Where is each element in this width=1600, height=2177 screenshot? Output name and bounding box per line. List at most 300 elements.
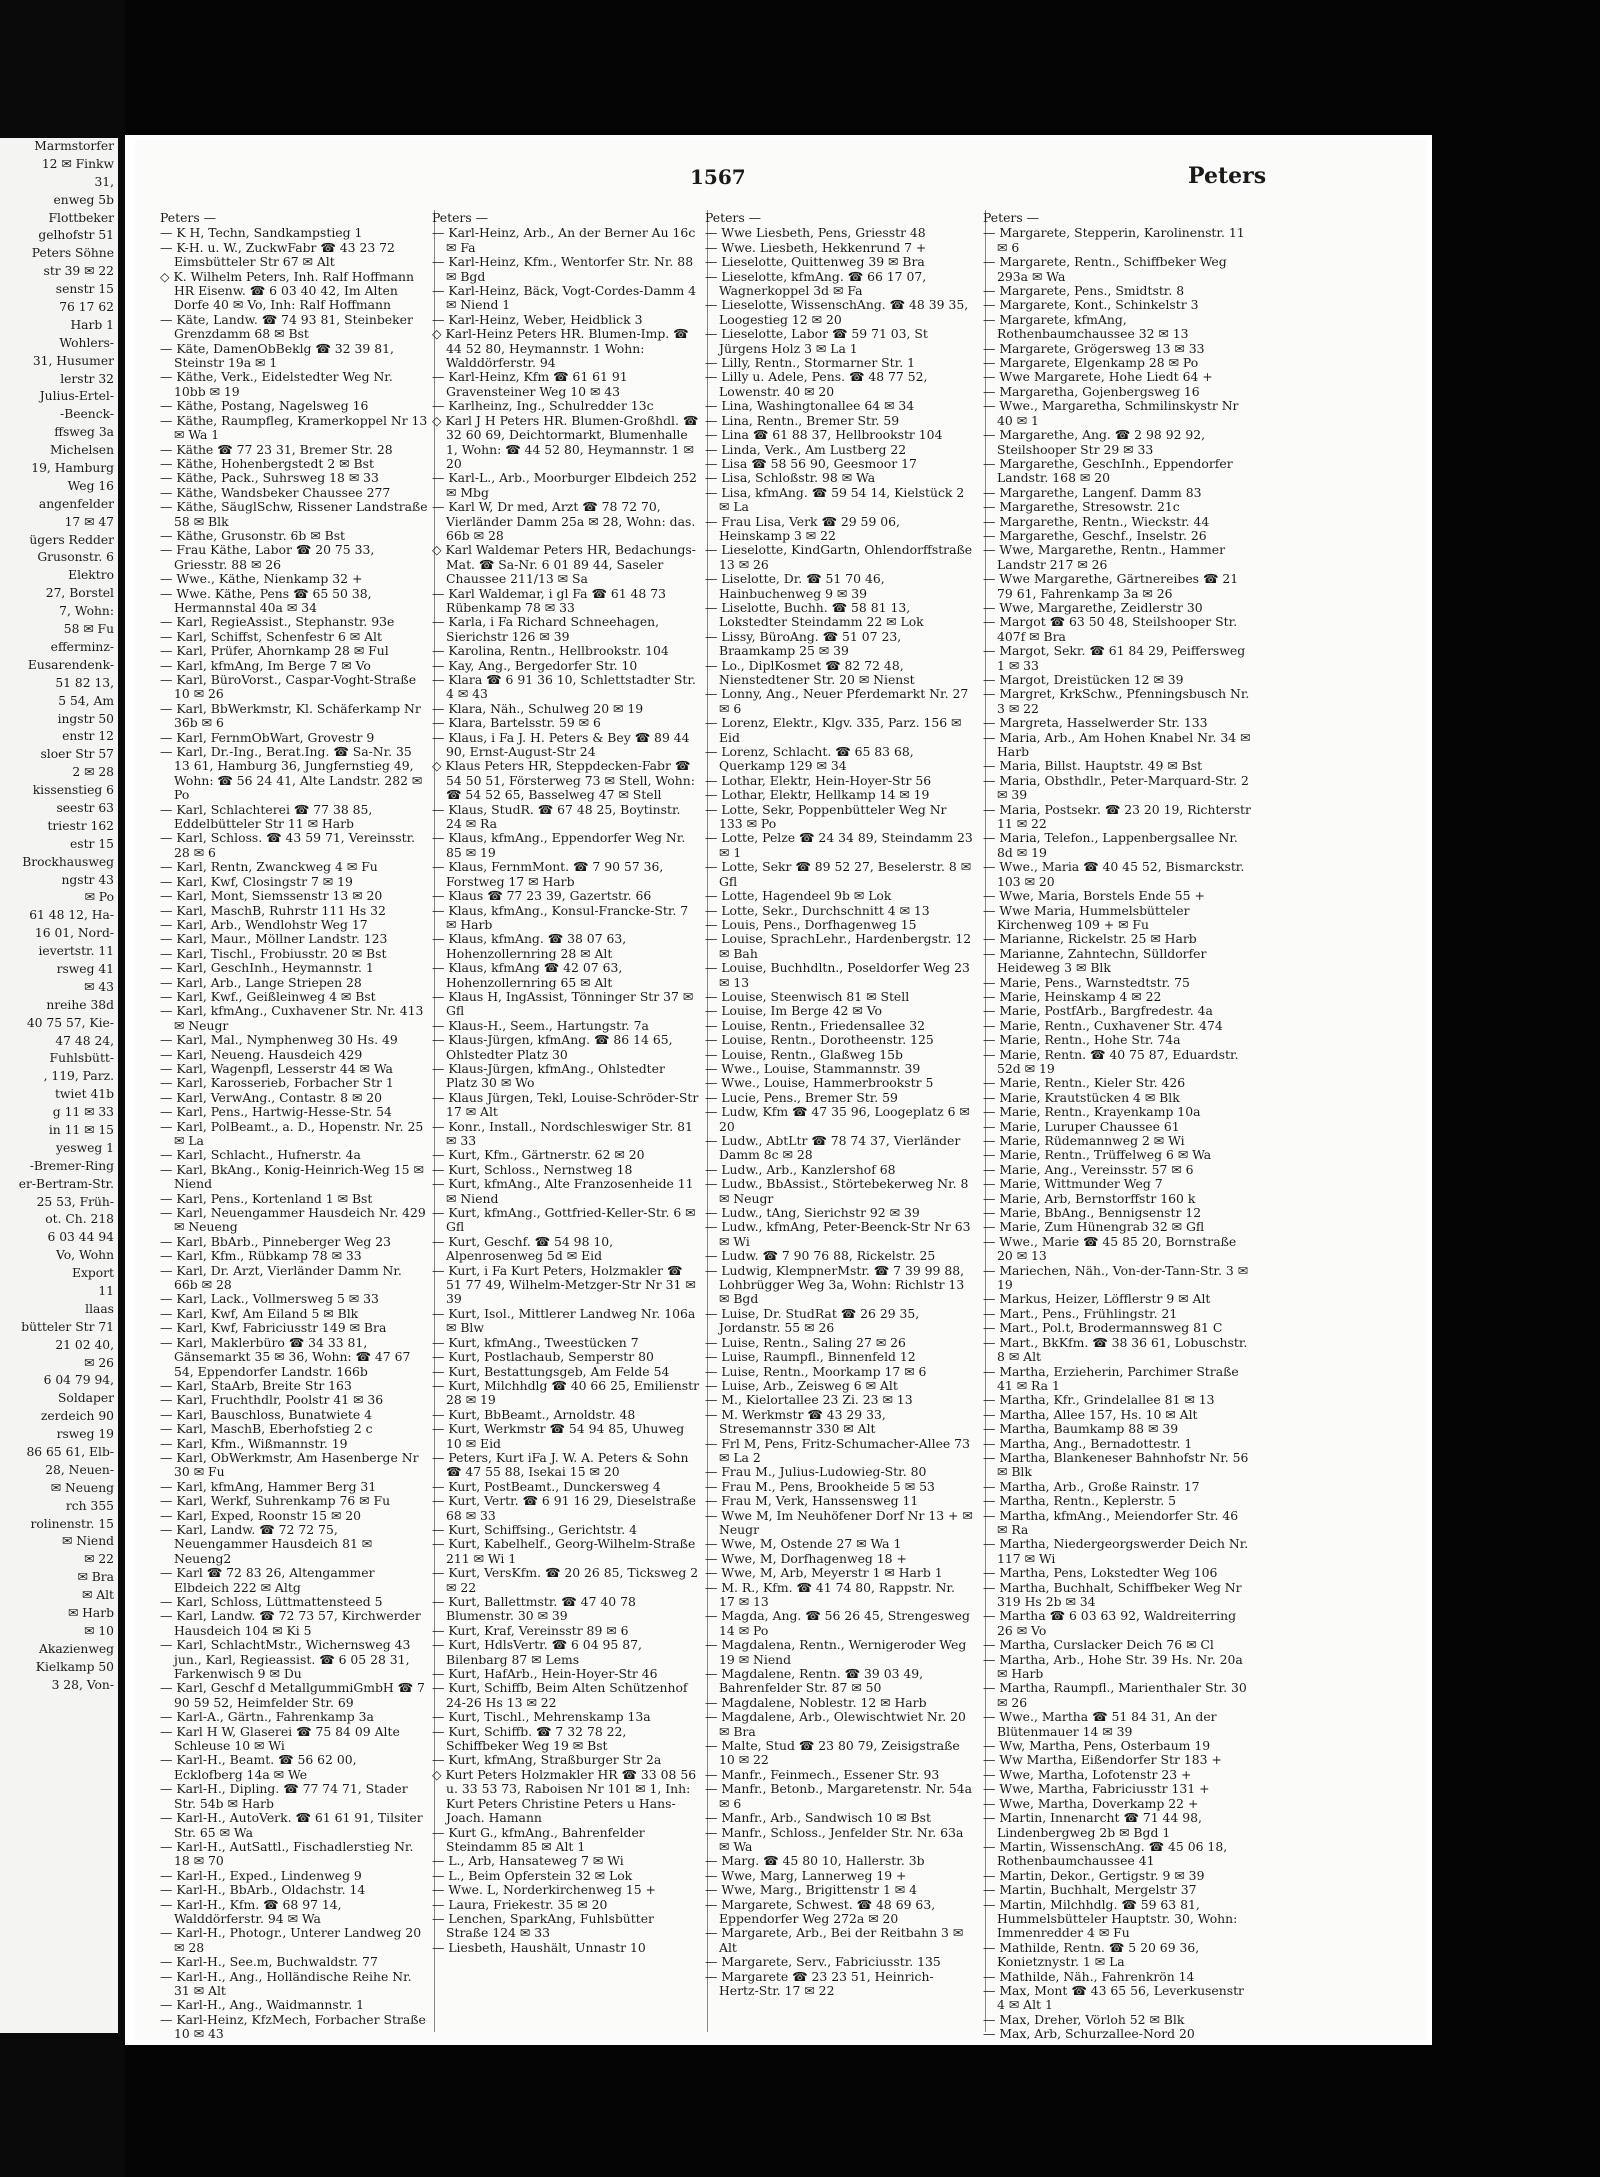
left-fragment-line: sloer Str 57 — [40, 747, 114, 762]
directory-entry: — Kurt, Werkmstr ☎ 54 94 85, Uhuweg 10 ✉ Eid — [432, 1421, 685, 1451]
directory-entry: — Laura, Friekestr. 35 ✉ 20 — [432, 1896, 608, 1912]
left-fragment-line: Eusarendenk- — [27, 657, 114, 672]
directory-entry: — Frau M., Julius-Ludowieg-Str. 80 — [705, 1464, 927, 1480]
directory-entry: — Louise, Buchhdltn., Poseldorfer Weg 23 ✉ 13 — [705, 960, 970, 990]
directory-entry: — Lorenz, Schlacht. ☎ 65 83 68, Querkamp 129 ✉ 34 — [705, 744, 914, 774]
directory-entry: — Marie, Wittmunder Weg 7 — [983, 1176, 1163, 1192]
directory-entry: — Margot, Sekr. ☎ 61 84 29, Peiffersweg 1 ✉ 33 — [983, 643, 1246, 673]
directory-entry: — Kurt, Bestattungsgeb, Am Felde 54 — [432, 1363, 670, 1379]
directory-entry: — L., Arb, Hansateweg 7 ✉ Wi — [432, 1853, 624, 1869]
directory-entry: — Karl, BbArb., Pinneberger Weg 23 — [160, 1233, 391, 1249]
directory-entry: — Marie, Ang., Vereinsstr. 57 ✉ 6 — [983, 1161, 1194, 1177]
directory-entry: — Martha, Kfr., Grindelallee 81 ✉ 13 — [983, 1392, 1215, 1408]
directory-entry: — K H, Techn, Sandkampstieg 1 — [160, 225, 363, 241]
directory-entry: — Karl, kfmAng, Hammer Berg 31 — [160, 1478, 377, 1494]
directory-entry: — Lothar, Elektr, Hellkamp 14 ✉ 19 — [705, 787, 930, 803]
directory-entry: — Käthe, Hohenbergstedt 2 ✉ Bst — [160, 455, 374, 471]
directory-entry: — Karl, Maur., Möllner Landstr. 123 — [160, 931, 388, 947]
directory-entry: — Lotte, Sekr., Durchschnitt 4 ✉ 13 — [705, 902, 930, 918]
directory-entry: — Ludwig, KlempnerMstr. ☎ 7 39 99 88, Lohbrügger Weg 3a, Wohn: Richlstr 13 ✉ Bgd — [705, 1262, 965, 1307]
directory-entry: — Karl Waldemar, i gl Fa ☎ 61 48 73 Rübenkamp 78 ✉ 33 — [432, 585, 667, 615]
directory-entry: ◇ Karl J H Peters HR. Blumen-Großhdl. ☎ 32 60 69, Deichtormarkt, Blumenhalle 1, Wohn: ☎ 44 52 80, Heymannstr. 1 ✉ 20 — [432, 412, 699, 471]
directory-entry: — Markus, Heizer, Löfflerstr 9 ✉ Alt — [983, 1291, 1211, 1307]
directory-entry: — Margaretha, Gojenbergsweg 16 — [983, 383, 1200, 399]
directory-entry: — Wwe, M, Ostende 27 ✉ Wa 1 — [705, 1536, 902, 1552]
directory-entry: — Klaus, kfmAng ☎ 42 07 63, Hohenzollernring 65 ✉ Alt — [432, 960, 623, 990]
directory-entry: — Karlheinz, Ing., Schulredder 13c — [432, 398, 654, 414]
left-fragment-line: Wohlers- — [59, 335, 114, 350]
directory-entry: — Marie, Rentn., Hohe Str. 74a — [983, 1032, 1181, 1048]
directory-entry: — Klara, Näh., Schulweg 20 ✉ 19 — [432, 700, 644, 716]
directory-entry: — Wwe., Marie ☎ 45 85 20, Bornstraße 20 ✉ 13 — [983, 1233, 1237, 1264]
directory-entry: — Käthe, Verk., Eidelstedter Weg Nr. 10bb ✉ 19 — [160, 369, 393, 399]
directory-entry: — Karl, Dr. Arzt, Vierländer Damm Nr. 66b ✉ 28 — [160, 1262, 402, 1293]
directory-entry: — Karl-Heinz, Kfm ☎ 61 61 91 Gravensteiner Weg 10 ✉ 43 — [432, 369, 628, 399]
directory-entry: — Karl, GeschInh., Heymannstr. 1 — [160, 960, 374, 976]
directory-entry: — Wwe., Käthe, Nienkamp 32 + — [160, 571, 363, 587]
directory-entry: — Karl, Pens., Hartwig-Hesse-Str. 54 — [160, 1104, 392, 1120]
directory-entry: — Lina ☎ 61 88 37, Hellbrookstr 104 — [705, 427, 943, 443]
directory-entry: — Käte, DamenObBeklg ☎ 32 39 81, Steinstr 19a ✉ 1 — [160, 340, 394, 371]
left-fragment-line: 31, Husumer — [32, 353, 114, 368]
left-fragment-line: senstr 15 — [55, 282, 114, 297]
directory-entry: — Lieselotte, Quittenweg 39 ✉ Bra — [705, 254, 925, 270]
directory-entry: — Wwe., Maria ☎ 40 45 52, Bismarckstr. 103 ✉ 20 — [983, 859, 1245, 889]
directory-entry: — Louise, Steenwisch 81 ✉ Stell — [705, 988, 910, 1004]
left-fragment-line: llaas — [85, 1301, 114, 1316]
left-fragment-line: ✉ 10 — [84, 1623, 114, 1638]
directory-entry: — Mariechen, Näh., Von-der-Tann-Str. 3 ✉ 19 — [983, 1262, 1249, 1293]
directory-entry: ◇ Karl Waldemar Peters HR, Bedachungs-Mat. ☎ Sa-Nr. 6 01 89 44, Saseler Chaussee 211/13 ✉ Sa — [432, 542, 696, 587]
directory-entry: — Wwe, Marg, Lannerweg 19 + — [705, 1867, 907, 1883]
directory-entry: — Lissy, BüroAng. ☎ 51 07 23, Braamkamp 25 ✉ 39 — [705, 628, 902, 659]
directory-entry: — Karl, Schlacht., Hufnerstr. 4a — [160, 1147, 361, 1163]
directory-entry: — Käthe ☎ 77 23 31, Bremer Str. 28 — [160, 441, 393, 457]
directory-entry: — Wwe Margarete, Hohe Liedt 64 + — [983, 369, 1213, 385]
directory-entry: — Martin, Dekor., Gertigstr. 9 ✉ 39 — [983, 1867, 1205, 1883]
directory-entry: — Klaus Jürgen, Tekl, Louise-Schröder-Str 17 ✉ Alt — [432, 1089, 699, 1120]
directory-entry: — Klaus, FernmMont. ☎ 7 90 57 36, Forstweg 17 ✉ Harb — [432, 859, 664, 889]
directory-entry: — Martha, Ang., Bernadottestr. 1 — [983, 1435, 1193, 1451]
directory-entry: — Wwe Maria, Hummelsbütteler Kirchenweg 109 + ✉ Fu — [983, 902, 1190, 932]
left-fragment-line: str 39 ✉ 22 — [43, 264, 114, 279]
left-fragment-line: Weg 16 — [67, 478, 114, 493]
left-fragment-line: 58 ✉ Fu — [63, 622, 114, 637]
directory-entry: — Wwe., Louise, Stammannstr. 39 — [705, 1060, 921, 1076]
directory-entry: — Peters, Kurt iFa J. W. A. Peters & Sohn ☎ 47 55 88, Isekai 15 ✉ 20 — [432, 1449, 689, 1480]
directory-entry: — Ww, Martha, Pens, Osterbaum 19 — [983, 1738, 1211, 1754]
directory-entry: — Karl, Kwf, Fabriciusstr 149 ✉ Bra — [160, 1320, 387, 1336]
left-fragment-line: ✉ Bra — [77, 1570, 114, 1585]
directory-column-2 — [432, 211, 700, 2031]
directory-entry: — Kurt, Kabelhelf., Georg-Wilhelm-Straße 211 ✉ Wi 1 — [432, 1536, 696, 1566]
directory-entry: — Lo., DiplKosmet ☎ 82 72 48, Nienstedtener Str. 20 ✉ Nienst — [705, 657, 915, 687]
left-fragment-line: Grusonstr. 6 — [37, 550, 114, 565]
directory-entry: — Karl, Schloss. ☎ 43 59 71, Vereinsstr. 28 ✉ 6 — [160, 830, 416, 860]
directory-entry: — Ludw., tAng, Sierichstr 92 ✉ 39 — [705, 1205, 920, 1221]
directory-entry: — Lucie, Pens., Bremer Str. 59 — [705, 1089, 898, 1105]
left-fragment-line: rolinenstr. 15 — [30, 1516, 114, 1531]
directory-entry: — Frl M, Pens, Fritz-Schumacher-Allee 73 ✉ La 2 — [705, 1435, 970, 1465]
scan-border-right — [1432, 0, 1600, 2177]
directory-entry: — Karl, Kwf., Geißleinweg 4 ✉ Bst — [160, 988, 376, 1004]
directory-entry: ◇ Klaus Peters HR, Steppdecken-Fabr ☎ 54 50 51, Försterweg 73 ✉ Stell, Wohn: ☎ 54 52 65, Basselweg 47 ✉ Stell — [432, 758, 695, 803]
directory-entry: — Margarethe, Stresowstr. 21c — [983, 499, 1180, 515]
directory-entry: — Karla, i Fa Richard Schneehagen, Sierichstr 126 ✉ 39 — [432, 614, 660, 644]
left-fragment-line: Marmstorfer — [34, 139, 114, 153]
directory-entry: — Karl-H., Photogr., Unterer Landweg 20 ✉ 28 — [160, 1925, 422, 1955]
left-fragment-line: 12 ✉ Finkw — [41, 156, 114, 171]
directory-entry: — Karl, VerwAng., Contastr. 8 ✉ 20 — [160, 1089, 383, 1105]
directory-entry: — Margarete, Kont., Schinkelstr 3 — [983, 297, 1199, 313]
directory-entry: — Karl, Mont, Siemssenstr 13 ✉ 20 — [160, 888, 383, 904]
directory-entry: — Karl, Kfm., Rübkamp 78 ✉ 33 — [160, 1248, 362, 1264]
directory-entry: — Käthe, Wandsbeker Chaussee 277 — [160, 484, 391, 500]
column-heading: Peters — — [983, 210, 1040, 225]
directory-entry: — Liesbeth, Haushält, Unnastr 10 — [432, 1939, 646, 1955]
left-fragment-line: ✉ Harb — [67, 1606, 114, 1621]
directory-entry: — Marie, Rentn., Cuxhavener Str. 474 — [983, 1017, 1223, 1033]
directory-entry: — Klaus H, IngAssist, Tönninger Str 37 ✉ Gfl — [432, 988, 694, 1019]
directory-entry: — Margreta, Hasselwerder Str. 133 — [983, 715, 1208, 731]
directory-entry: — Wwe. L, Norderkirchenweg 15 + — [432, 1882, 656, 1898]
left-fragment-line: 2 ✉ 28 — [72, 765, 114, 780]
directory-entry: — Margret, KrkSchw., Pfenningsbusch Nr. 3 ✉ 22 — [983, 686, 1250, 716]
left-fragment-line: 17 ✉ 47 — [64, 514, 114, 529]
directory-entry: — Martin, Milchhdlg. ☎ 59 63 81, Hummelsbütteler Hauptstr. 30, Wohn: Immenredder 4 ✉ Fu — [983, 1896, 1238, 1941]
directory-entry: — Kurt, Ballettmstr. ☎ 47 40 78 Blumenstr. 30 ✉ 39 — [432, 1594, 636, 1624]
directory-entry: — Margarete, Serv., Fabriciusstr. 135 — [705, 1954, 941, 1970]
left-fragment-line: Flottbeker — [48, 210, 114, 225]
directory-entry: — Konr., Install., Nordschleswiger Str. 81 ✉ 33 — [432, 1118, 693, 1148]
directory-entry: — Karl, Karosserieb, Forbacher Str 1 — [160, 1075, 394, 1091]
directory-entry: — Marie, Rentn., Trüffelweg 6 ✉ Wa — [983, 1147, 1212, 1163]
directory-entry: — Margarete, Grögersweg 13 ✉ 33 — [983, 340, 1205, 356]
directory-entry: — Wwe., Margaretha, Schmilinskystr Nr 40 ✉ 1 — [983, 398, 1239, 428]
directory-entry: — Marie, Rentn., Kieler Str. 426 — [983, 1075, 1186, 1091]
directory-entry: — Mathilde, Rentn. ☎ 5 20 69 36, Konietznystr. 1 ✉ La — [983, 1939, 1200, 1970]
left-fragment-line: rsweg 41 — [56, 961, 114, 976]
left-fragment-line: ot. Ch. 218 — [45, 1212, 114, 1227]
directory-entry: — Margarete, Stepperin, Karolinenstr. 11 ✉ 6 — [983, 225, 1245, 255]
directory-entry: — Martha, Raumpfl., Marienthaler Str. 30 ✉ 26 — [983, 1680, 1247, 1710]
directory-entry: — Klaus, StudR. ☎ 67 48 25, Boytinstr. 24 ✉ Ra — [432, 801, 681, 832]
directory-entry: — Magdalene, Rentn. ☎ 39 03 49, Bahrenfelder Str. 87 ✉ 50 — [705, 1666, 924, 1696]
directory-entry: — Marie, PostfArb., Bargfredestr. 4a — [983, 1003, 1213, 1019]
left-fragment-line: kissenstieg 6 — [32, 783, 114, 798]
left-fragment-line: Fuhlsbütt- — [49, 1051, 114, 1066]
directory-entry: — Karl-Heinz, Kfm., Wentorfer Str. Nr. 88 ✉ Bgd — [432, 254, 694, 284]
directory-entry: — Liselotte, Buchh. ☎ 58 81 13, Lokstedter Steindamm 22 ✉ Lok — [705, 599, 924, 630]
left-fragment-line: gelhofstr 51 — [38, 228, 114, 243]
directory-entry: — Kurt, Kraf, Vereinsstr 89 ✉ 6 — [432, 1622, 629, 1638]
directory-entry: — Lieselotte, kfmAng. ☎ 66 17 07, Wagnerkoppel 3d ✉ Fa — [705, 268, 927, 299]
directory-entry: — Karl, Kwf, Am Eiland 5 ✉ Blk — [160, 1305, 359, 1321]
directory-entry: — Wwe, Martha, Fabriciusstr 131 + — [983, 1781, 1210, 1797]
directory-entry: — Karl, Neuengammer Hausdeich Nr. 429 ✉ Neueng — [160, 1205, 426, 1235]
directory-entry: — Louise, SprachLehr., Hardenbergstr. 12 ✉ Bah — [705, 931, 972, 961]
left-fragment-line: 21 02 40, — [55, 1337, 114, 1352]
left-fragment-line: ✉ Neueng — [50, 1480, 114, 1495]
directory-entry: — Wwe. Käthe, Pens ☎ 65 50 38, Hermannstal 40a ✉ 34 — [160, 585, 372, 615]
directory-entry: — Margarete, Elgenkamp 28 ✉ Po — [983, 355, 1199, 371]
directory-entry: — Kurt, Vertr. ☎ 6 91 16 29, Dieselstraße 68 ✉ 33 — [432, 1493, 696, 1523]
left-fragment-line: 47 48 24, — [55, 1033, 114, 1048]
directory-entry: — Manfr., Betonb., Margaretenstr. Nr. 54a ✉ 6 — [705, 1781, 973, 1811]
directory-entry: — M. R., Kfm. ☎ 41 74 80, Rappstr. Nr. 17 ✉ 13 — [705, 1579, 955, 1609]
directory-entry: — Manfr., Schloss., Jenfelder Str. Nr. 63a ✉ Wa — [705, 1824, 964, 1854]
directory-entry: — Martha, Rentn., Keplerstr. 5 — [983, 1493, 1177, 1509]
directory-column-4 — [983, 210, 1251, 2042]
directory-entry: — Margarete ☎ 23 23 51, Heinrich-Hertz-Str. 17 ✉ 22 — [705, 1968, 934, 1998]
directory-entry: — Karl, PolBeamt., a. D., Hopenstr. Nr. 25 ✉ La — [160, 1118, 424, 1148]
directory-column-1 — [160, 210, 428, 2042]
directory-entry: — Wwe Liesbeth, Pens, Griesstr 48 — [705, 225, 926, 241]
left-fragment-line: 6 03 44 94 — [47, 1230, 114, 1245]
directory-entry: — Karl, Exped, Roonstr 15 ✉ 20 — [160, 1507, 362, 1523]
directory-entry: — Ludw., BbAssist., Störtebekerweg Nr. 8 ✉ Neugr — [705, 1176, 969, 1206]
left-fragment-line: 51 82 13, — [55, 675, 114, 690]
directory-entry: — M., Kielortallee 23 Zi. 23 ✉ 13 — [705, 1392, 913, 1408]
directory-entry: — Kurt, i Fa Kurt Peters, Holzmakler ☎ 51 77 49, Wilhelm-Metzger-Str Nr 31 ✉ 39 — [432, 1262, 696, 1307]
directory-entry: — Lotte, Sekr ☎ 89 52 27, Beselerstr. 8 ✉ Gfl — [705, 859, 972, 889]
directory-entry: — Kurt, Isol., Mittlerer Landweg Nr. 106a ✉ Blw — [432, 1305, 696, 1336]
directory-entry: — Karl-Heinz, Weber, Heidblick 3 — [432, 311, 643, 327]
directory-entry: — Kurt, kfmAng., Tweestücken 7 — [432, 1334, 639, 1350]
directory-entry: — Kurt, Milchhdlg ☎ 40 66 25, Emilienstr 28 ✉ 19 — [432, 1377, 700, 1408]
directory-entry: — Kurt, Schiffb. ☎ 7 32 78 22, Schiffbeker Weg 19 ✉ Bst — [432, 1723, 627, 1754]
directory-entry: — Lina, Rentn., Bremer Str. 59 — [705, 412, 900, 428]
directory-entry: — Marie, Zum Hünengrab 32 ✉ Gfl — [983, 1219, 1205, 1235]
directory-entry: — Martin, WissenschAng. ☎ 45 06 18, Rothenbaumchaussee 41 — [983, 1838, 1228, 1869]
directory-entry: — Marie, Arb, Bernstorffstr 160 k — [983, 1190, 1196, 1206]
directory-entry: — Marie, Rüdemannweg 2 ✉ Wi — [983, 1133, 1185, 1148]
directory-entry: — Klaus-Jürgen, kfmAng. ☎ 86 14 65, Ohlstedter Platz 30 — [432, 1032, 673, 1062]
left-fragment-line: -Bremer-Ring — [29, 1158, 114, 1173]
directory-entry: — Kurt G., kfmAng., Bahrenfelder Steindamm 85 ✉ Alt 1 — [432, 1824, 645, 1854]
directory-entry: — Martin, Buchhalt, Mergelstr 37 — [983, 1882, 1197, 1898]
directory-entry: — Kurt, kfmAng., Gottfried-Keller-Str. 6 ✉ Gfl — [432, 1205, 696, 1235]
directory-entry: — Margarete, Pens., Smidtstr. 8 — [983, 283, 1185, 299]
directory-entry: — Ludw, Kfm ☎ 47 35 96, Loogeplatz 6 ✉ 20 — [705, 1104, 970, 1134]
directory-entry: — Frau Käthe, Labor ☎ 20 75 33, Griesstr. 88 ✉ 26 — [160, 542, 375, 572]
directory-entry: — Malte, Stud ☎ 23 80 79, Zeisigstraße 10 ✉ 22 — [705, 1738, 960, 1768]
left-fragment-line: rch 355 — [65, 1498, 114, 1513]
directory-entry: — Margot ☎ 63 50 48, Steilshooper Str. 407f ✉ Bra — [983, 614, 1238, 644]
directory-entry: — Karl, Arb., Lange Striepen 28 — [160, 974, 362, 990]
directory-entry: — Maria, Arb., Am Hohen Knabel Nr. 34 ✉ Harb — [983, 729, 1251, 760]
directory-entry: — Lieselotte, WissenschAng. ☎ 48 39 35, Loogestieg 12 ✉ 20 — [705, 297, 969, 327]
directory-entry: — Martha, Allee 157, Hs. 10 ✉ Alt — [983, 1406, 1198, 1422]
left-fragment-line: Michelsen — [49, 443, 114, 458]
left-fragment-line: ✉ Po — [84, 890, 114, 905]
directory-entry: — Frau Lisa, Verk ☎ 29 59 06, Heinskamp 3 ✉ 22 — [705, 513, 900, 543]
directory-entry: — Karl, MaschB, Eberhofstieg 2 c — [160, 1421, 373, 1437]
directory-entry: — Karl-H., Kfm. ☎ 68 97 14, Walddörferstr. 94 ✉ Wa — [160, 1896, 342, 1926]
directory-entry: — Wwe, M, Arb, Meyerstr 1 ✉ Harb 1 — [705, 1565, 943, 1581]
directory-entry: — Manfr., Arb., Sandwisch 10 ✉ Bst — [705, 1810, 932, 1826]
left-fragment-line: 61 48 12, Ha- — [29, 908, 114, 923]
left-fragment-line: 25 53, Früh- — [36, 1194, 114, 1209]
directory-entry: — Lotte, Hagendeel 9b ✉ Lok — [705, 888, 892, 904]
directory-entry: — Klara ☎ 6 91 36 10, Schlettstadter Str. 4 ✉ 43 — [432, 672, 696, 702]
left-fragment-line: 16 01, Nord- — [34, 926, 114, 941]
directory-entry: — Wwe Margarethe, Gärtnereibes ☎ 21 79 61, Fahrenkamp 3a ✉ 26 — [983, 571, 1239, 601]
column-heading: Peters — — [160, 210, 217, 225]
left-fragment-line: ✉ 26 — [84, 1355, 114, 1370]
directory-entry: — Karl-Heinz, KfzMech, Forbacher Straße 10 ✉ 43 — [160, 2011, 426, 2042]
column-heading: Peters — — [705, 210, 762, 225]
directory-entry: — Kurt, Schloss., Nernstweg 18 — [432, 1161, 633, 1177]
left-fragment-line: ✉ 22 — [84, 1552, 114, 1567]
left-fragment-line: Soldaper — [58, 1391, 114, 1406]
directory-entry: — Louis, Pens., Dorfhagenweg 15 — [705, 916, 917, 932]
directory-entry: — Lilly, Rentn., Stormarner Str. 1 — [705, 355, 915, 371]
directory-entry: — Kurt, PostBeamt., Dunckersweg 4 — [432, 1478, 661, 1494]
directory-entry: — Martha ☎ 6 03 63 92, Waldreiterring 26 ✉ Vo — [983, 1608, 1237, 1638]
left-fragment-line: ✉ Alt — [82, 1588, 114, 1603]
directory-entry: — Martha, Pens, Lokstedter Weg 106 — [983, 1565, 1218, 1581]
directory-entry: — Karl, kfmAng, Im Berge 7 ✉ Vo — [160, 657, 371, 673]
directory-entry: — Martha, Niedergeorgswerder Deich Nr. 117 ✉ Wi — [983, 1536, 1249, 1566]
directory-entry: — Frau M., Pens, Brookheide 5 ✉ 53 — [705, 1478, 935, 1494]
left-fragment-line: twiet 41b — [54, 1087, 114, 1102]
directory-entry: — Max, Mont ☎ 43 65 56, Leverkusenstr 4 ✉ Alt 1 — [983, 1982, 1244, 2013]
directory-entry: — Lina, Washingtonallee 64 ✉ 34 — [705, 398, 915, 414]
directory-entry: — Liselotte, Dr. ☎ 51 70 46, Hainbuchenweg 9 ✉ 39 — [705, 571, 885, 601]
left-fragment-line: 3 28, Von- — [51, 1677, 114, 1692]
directory-entry: — Karl, Bauschloss, Bunatwiete 4 — [160, 1406, 372, 1422]
left-fragment-line: Export — [71, 1266, 114, 1281]
directory-entry: — Kurt, HafArb., Hein-Hoyer-Str 46 — [432, 1666, 658, 1682]
directory-entry: — Maria, Obsthdlr., Peter-Marquard-Str. 2 ✉ 39 — [983, 772, 1249, 803]
directory-entry: — Lorenz, Elektr., Klgv. 335, Parz. 156 ✉ Eid — [705, 715, 962, 745]
directory-entry: — Karl-Heinz, Bäck, Vogt-Cordes-Damm 4 ✉ Niend 1 — [432, 283, 697, 313]
directory-entry: — Klaus, kfmAng. ☎ 38 07 63, Hohenzollernring 28 ✉ Alt — [432, 931, 627, 961]
directory-entry: — Wwe., Martha ☎ 51 84 31, An der Blütenmauer 14 ✉ 39 — [983, 1709, 1217, 1739]
directory-entry: — Martha, Arb., Große Rainstr. 17 — [983, 1478, 1200, 1494]
directory-entry: — Lotte, Sekr, Poppenbütteler Weg Nr 133 ✉ Po — [705, 801, 947, 832]
left-fragment-line: 31, — [94, 174, 114, 189]
directory-entry: — Margarethe, Langenf. Damm 83 — [983, 484, 1202, 500]
left-fragment-line: ngstr 43 — [61, 872, 114, 887]
directory-entry: — Karolina, Rentn., Hellbrookstr. 104 — [432, 643, 669, 659]
directory-entry: — Max, Arb, Schurzallee-Nord 20 — [983, 2026, 1195, 2042]
directory-entry: — Kurt, kfmAng, Straßburger Str 2a — [432, 1752, 662, 1768]
directory-entry: — Karl, RegieAssist., Stephanstr. 93e — [160, 614, 395, 630]
directory-entry: ◇ Kurt Peters Holzmakler HR ☎ 33 08 56 u. 33 53 73, Raboisen Nr 101 ✉ 1, Inh: Kurt Peters Christine Peters u Hans-Joach. Hamann — [432, 1766, 697, 1826]
directory-entry: — Karl-H., Beamt. ☎ 56 62 00, Ecklofberg 14a ✉ We — [160, 1752, 357, 1782]
directory-entry: — Marie, Rentn. ☎ 40 75 87, Eduardstr. 52d ✉ 19 — [983, 1046, 1239, 1076]
directory-entry: — Maria, Telefon., Lappenbergsallee Nr. 8d ✉ 19 — [983, 830, 1238, 860]
directory-entry: — Karl-H., BbArb., Oldachstr. 14 — [160, 1882, 366, 1898]
directory-entry: — Karl, FernmObWart, Grovestr 9 — [160, 729, 375, 745]
left-fragment-line: ✉ 43 — [84, 979, 114, 994]
directory-entry: — Lilly u. Adele, Pens. ☎ 48 77 52, Lowenstr. 40 ✉ 20 — [705, 369, 928, 399]
directory-entry: — Karl-A., Gärtn., Fahrenkamp 3a — [160, 1709, 374, 1725]
directory-entry: — Martha, Buchhalt, Schiffbeker Weg Nr 319 Hs 2b ✉ 34 — [983, 1579, 1242, 1609]
directory-entry: — Karl, MaschB, Ruhrstr 111 Hs 32 — [160, 902, 386, 918]
directory-entry: — Marie, Rentn., Krayenkamp 10a — [983, 1104, 1201, 1120]
directory-entry: — Margot, Dreistücken 12 ✉ 39 — [983, 672, 1184, 687]
directory-entry: — Lothar, Elektr, Hein-Hoyer-Str 56 — [705, 772, 932, 788]
directory-entry: — Mart., Pens., Frühlingstr. 21 — [983, 1305, 1178, 1321]
directory-entry: — Magdalene, Arb., Olewischtwiet Nr. 20 ✉ Bra — [705, 1709, 966, 1739]
directory-entry: — Karl-H., AutoVerk. ☎ 61 61 91, Tilsiter Str. 65 ✉ Wa — [160, 1810, 423, 1840]
directory-entry: — Lisa, kfmAng. ☎ 59 54 14, Kielstück 2 ✉ La — [705, 484, 965, 515]
left-fragment-line: 7, Wohn: — [59, 604, 114, 619]
directory-entry: — Kurt, Geschf. ☎ 54 98 10, Alpenrosenweg 5d ✉ Eid — [432, 1233, 614, 1264]
directory-entry: — Maria, Billst. Hauptstr. 49 ✉ Bst — [983, 758, 1203, 774]
directory-entry: — Ludw., AbtLtr ☎ 78 74 37, Vierländer Damm 8c ✉ 28 — [705, 1133, 961, 1163]
directory-entry: — Klaus-Jürgen, kfmAng., Ohlstedter Platz 30 ✉ Wo — [432, 1060, 665, 1091]
directory-entry: — Kurt, Tischl., Mehrenskamp 13a — [432, 1709, 651, 1725]
directory-entry: — Käthe, Grusonstr. 6b ✉ Bst — [160, 527, 346, 543]
directory-entry: — Ww Martha, Eißendorfer Str 183 + — [983, 1752, 1222, 1768]
directory-entry: — Karl, Kwf, Closingstr 7 ✉ 19 — [160, 873, 353, 889]
directory-entry: — Käthe, Raumpfleg, Kramerkoppel Nr 13 ✉ Wa 1 — [160, 412, 428, 443]
scan-border-top — [0, 0, 1600, 135]
directory-entry: — Manfr., Feinmech., Essener Str. 93 — [705, 1766, 940, 1782]
directory-entry: — Lieselotte, KindGartn, Ohlendorffstraße 13 ✉ 26 — [705, 542, 973, 572]
left-fragment-line: , 119, Parz. — [43, 1069, 114, 1084]
left-fragment-line: ingstr 50 — [57, 711, 114, 726]
left-fragment-line: -Beenck- — [60, 407, 114, 422]
directory-entry: — Kurt, kfmAng., Alte Franzosenheide 11 ✉ Niend — [432, 1176, 694, 1206]
directory-entry: — Margarethe, Ang. ☎ 2 98 92 92, Steilshooper Str 29 ✉ 33 — [983, 427, 1206, 457]
directory-entry: — Karl, Arb., Wendlohstr Weg 17 — [160, 916, 368, 932]
directory-entry: — Kurt, HdlsVertr. ☎ 6 04 95 87, Bilenbarg 87 ✉ Lems — [432, 1637, 642, 1667]
directory-entry: — Karl, Maklerbüro ☎ 34 33 81, Gänsemarkt 35 ✉ 36, Wohn: ☎ 47 67 54, Eppendorfer Landstr. 166b — [160, 1334, 411, 1379]
left-fragment-line: bütteler Str 71 — [21, 1319, 114, 1334]
directory-entry: — Wwe, Maria, Borstels Ende 55 + — [983, 888, 1205, 904]
left-fragment-line: Julius-Ertel- — [39, 389, 114, 404]
directory-entry: — K-H. u. W., ZuckwFabr ☎ 43 23 72 Eimsbütteler Str 67 ✉ Alt — [160, 239, 395, 270]
directory-entry: — Louise, Rentn., Friedensallee 32 — [705, 1017, 926, 1033]
directory-entry: — Karl, StaArb, Breite Str 163 — [160, 1377, 352, 1393]
directory-column-3 — [705, 211, 973, 2031]
directory-entry: — Käthe, Pack., Suhrsweg 18 ✉ 33 — [160, 470, 379, 486]
left-fragment-line: Kielkamp 50 — [35, 1659, 114, 1674]
directory-entry: — Maria, Postsekr. ☎ 23 20 19, Richterstr 11 ✉ 22 — [983, 801, 1251, 832]
running-head: Peters — [1188, 163, 1267, 189]
left-fragment-line: lerstr 32 — [60, 371, 114, 386]
directory-entry: — Karl, ObWerkmstr, Am Hasenberge Nr 30 ✉ Fu — [160, 1449, 419, 1480]
directory-entry: — Margarete, Schwest. ☎ 48 69 63, Eppendorfer Weg 272a ✉ 20 — [705, 1896, 936, 1926]
directory-entry: — Wwe, Martha, Doverkamp 22 + — [983, 1795, 1199, 1811]
directory-entry: — Klaus, kfmAng., Eppendorfer Weg Nr. 85 ✉ 19 — [432, 830, 686, 860]
directory-entry: — Martha, Erzieherin, Parchimer Straße 41 ✉ Ra 1 — [983, 1363, 1239, 1393]
directory-entry: — Karl, Schlachterei ☎ 77 38 85, Eddelbütteler Str 11 ✉ Harb — [160, 801, 373, 832]
left-fragment-line: seestr 63 — [56, 800, 114, 815]
directory-entry: — Margarethe, GeschInh., Eppendorfer Landstr. 168 ✉ 20 — [983, 455, 1233, 486]
directory-entry: — Karl-H., See.m, Buchwaldstr. 77 — [160, 1954, 378, 1970]
directory-entry: — Karl, BkAng., Konig-Heinrich-Weg 15 ✉ Niend — [160, 1161, 424, 1192]
left-fragment-line: 28, Neuen- — [45, 1462, 114, 1477]
directory-entry: — Luise, Arb., Zeisweg 6 ✉ Alt — [705, 1377, 898, 1393]
directory-entry: — Käte, Landw. ☎ 74 93 81, Steinbeker Grenzdamm 68 ✉ Bst — [160, 311, 413, 342]
directory-entry: — Marie, Pens., Warnstedtstr. 75 — [983, 974, 1190, 990]
directory-entry: — Klaus ☎ 77 23 39, Gazertstr. 66 — [432, 888, 652, 904]
directory-entry: — Ludw., Arb., Kanzlershof 68 — [705, 1161, 896, 1177]
left-fragment-line: 6 04 79 94, — [43, 1373, 114, 1388]
directory-entry: — Karl, BüroVorst., Caspar-Voght-Straße 10 ✉ 26 — [160, 672, 417, 702]
left-fragment-line: ievertstr. 11 — [38, 944, 114, 959]
directory-entry: — Wwe. Liesbeth, Hekkenrund 7 + — [705, 239, 927, 255]
directory-entry: — Klaus-H., Seem., Hartungstr. 7a — [432, 1017, 649, 1033]
directory-entry: — Karl, Landw. ☎ 72 73 57, Kirchwerder Hausdeich 104 ✉ Ki 5 — [160, 1608, 421, 1638]
left-fragment-line: zerdeich 90 — [40, 1409, 114, 1424]
